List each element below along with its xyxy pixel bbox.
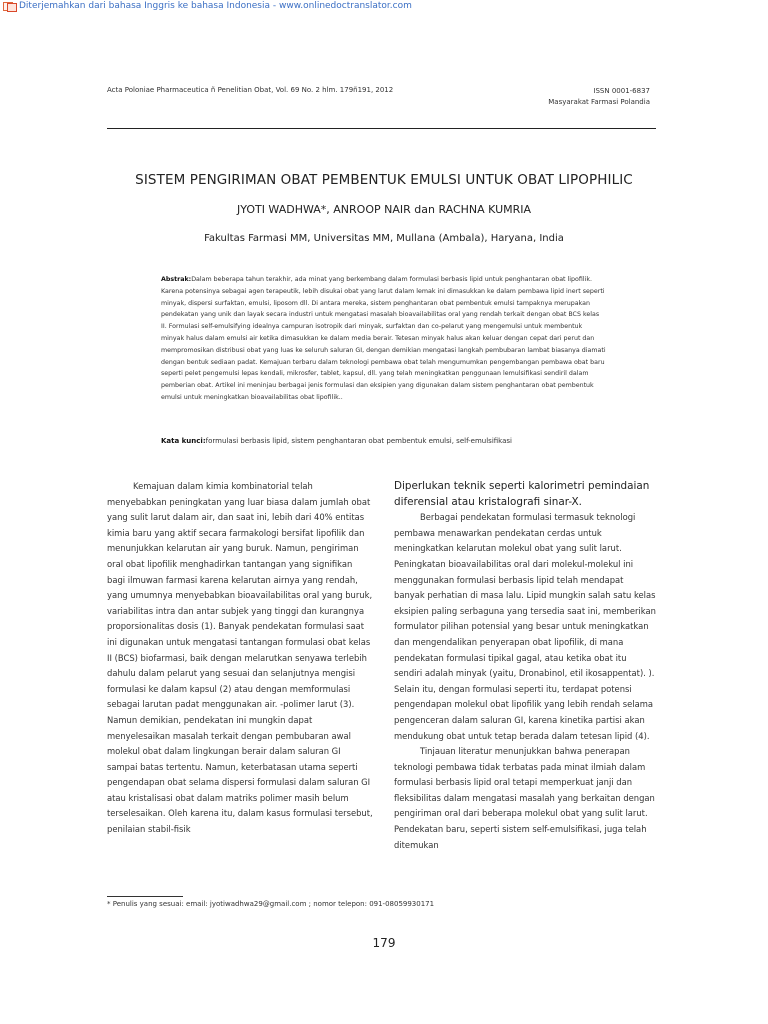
- abstract-paragraph: [161, 274, 606, 404]
- abstract-label: Abstrak:: [161, 276, 192, 283]
- body-paragraph: Berbagai pendekatan formulasi termasuk teknologi pembawa menawarkan pendekatan cerdas untuk meningkatkan kelarutan molekul obat yang sulit larut. Peningkatan bioavailabilitas oral dari molekul-molekul ini menggunakan formulasi berbasis lipid telah mendapat banyak perhatian di masa lalu. Lipid mungkin salah satu kelas eksipien paling serbaguna yang tersedia saat ini, memberikan formulator pilihan potensial yang besar untuk meningkatkan dan mengendalikan penyerapan obat lipofilik, di mana pendekatan formulasi tipikal gagal, atau ketika obat itu sendiri adalah minyak (yaitu, Dronabinol, etil ikosappentat). ). Selain itu, dengan formulasi seperti itu, terdapat potensi pengendapan molekul obat lipofilik yang lebih rendah selama pengenceran dalam saluran GI, karena kinetika partisi akan mendukung obat untuk tetap berada dalam tetesan lipid (4).: [394, 512, 656, 741]
- abstract-text: Dalam beberapa tahun terakhir, ada minat yang berkembang dalam formulasi berbasis lipid untuk penghantaran obat lipofilik. Karena potensinya sebagai agen terapeutik, lebih disukai obat yang larut dalam lemak ini dimasukkan ke dalam pembawa lipid inert seperti minyak, dispersi surfaktan, emulsi, liposom dll. Di antara mereka, sistem penghantaran obat pembentuk emulsi tampaknya merupakan pendekatan yang unik dan layak secara industri untuk mengatasi masalah bioavailabilitas oral yang rendah terkait dengan obat BCS kelas II. Formulasi self-emulsifying idealnya campuran isotropik dari minyak, surfaktan dan co-pelarut yang mengemulsi untuk membentuk minyak halus dalam emulsi air ketika dimasukkan ke dalam media berair. Tetesan minyak halus akan keluar dengan cepat dari perut dan mempromosikan distribusi obat yang luas ke seluruh saluran GI, dengan demikian mengatasi langkah pembubaran lambat biasanya diamati dengan bentuk sediaan padat. Kemajuan terbaru dalam teknologi pembawa obat telah mengumumkan pengembangan pembawa obat baru seperti pelet pengemulsi lepas kendali, mikrosfer, tablet, kapsul, dll. yang telah meningkatkan penggunaan lemulsifikasi sendiril dalam pemberian obat. Artikel ini meninjau berbagai jenis formulasi dan eksipien yang digunakan dalam sistem penghantaran obat pembentuk emulsi untuk meningkatkan bioavailabilitas obat lipofilik..: [161, 276, 606, 401]
- translator-banner-text[interactable]: Diterjemahkan dari bahasa Inggris ke bahasa Indonesia - www.onlinedoctranslator.com: [19, 1, 412, 11]
- keywords-label: Kata kunci:: [161, 437, 206, 445]
- issn-number: ISSN 0001-6837: [593, 87, 650, 95]
- corresponding-author-footnote: * Penulis yang sesuai: email: jyotiwadhwa29@gmail.com ; nomor telepon: 091-08059930171: [107, 900, 435, 908]
- header-divider: [107, 128, 656, 129]
- body-paragraph: Kemajuan dalam kimia kombinatorial telah menyebabkan peningkatan yang luar biasa dalam jumlah obat yang sulit larut dalam air, dan saat ini, lebih dari 40% entitas kimia baru yang aktif secara farmakologi bersifat lipofilik dan menunjukkan kelarutan air yang buruk. Namun, pengiriman oral obat lipofilik menghadirkan tantangan yang signifikan bagi ilmuwan farmasi karena kelarutan airnya yang rendah, yang umumnya menyebabkan bioavailabilitas oral yang buruk, variabilitas intra dan antar subjek yang tinggi dan kurangnya proporsionalitas dosis (1). Banyak pendekatan formulasi saat ini digunakan untuk mengatasi tantangan formulasi obat kelas II (BCS) biofarmasi, baik dengan melarutkan senyawa terlebih dahulu dalam pelarut yang sesuai dan selanjutnya mengisi formulasi ke dalam kapsul (2) atau dengan memformulasi sebagai larutan padat menggunakan air. -polimer larut (3). Namun demikian, pendekatan ini mungkin dapat menyelesaikan masalah terkait dengan pembubaran awal molekul obat dalam lingkungan berair dalam saluran GI sampai batas tertentu. Namun, keterbatasan utama seperti pengendapan obat selama dispersi formulasi dalam saluran GI atau kristalisasi obat dalam matriks polimer masih belum terselesaikan. Oleh karena itu, dalam kasus formulasi tersebut, penilaian stabil-fisik: [107, 481, 373, 835]
- keywords: [161, 437, 631, 445]
- issn-block: [548, 86, 650, 108]
- page-number: 179: [372, 936, 396, 950]
- abstract: [161, 274, 606, 404]
- pdf-translate-icon: [3, 2, 16, 11]
- footnote-divider: [107, 896, 183, 897]
- translator-banner[interactable]: [3, 0, 412, 12]
- publisher-society: Masyarakat Farmasi Polandia: [548, 98, 650, 106]
- article-title: SISTEM PENGIRIMAN OBAT PEMBENTUK EMULSI UNTUK OBAT LIPOPHILIC: [135, 172, 633, 188]
- article-authors: JYOTI WADHWA*, ANROOP NAIR dan RACHNA KUMRIA: [236, 203, 532, 216]
- journal-reference: Acta Poloniae Pharmaceutica ñ Penelitian Obat, Vol. 69 No. 2 hlm. 179ñ191, 2012: [107, 86, 394, 94]
- keywords-text: formulasi berbasis lipid, sistem penghantaran obat pembentuk emulsi, self-emulsifikasi: [205, 437, 512, 445]
- body-column-right: [394, 479, 656, 853]
- body-lead-text: Diperlukan teknik seperti kalorimetri pemindaian diferensial atau kristalografi sinar-X.: [394, 480, 650, 508]
- body-column-left: [107, 479, 373, 838]
- author-affiliation: Fakultas Farmasi MM, Universitas MM, Mullana (Ambala), Haryana, India: [204, 233, 564, 244]
- body-paragraph: Tinjauan literatur menunjukkan bahwa penerapan teknologi pembawa tidak terbatas pada minat ilmiah dalam formulasi berbasis lipid oral tetapi memperkuat janji dan fleksibilitas dalam mengatasi masalah yang berkaitan dengan pengiriman oral dari beberapa molekul obat yang sulit larut. Pendekatan baru, seperti sistem self-emulsifikasi, juga telah ditemukan: [394, 746, 655, 850]
